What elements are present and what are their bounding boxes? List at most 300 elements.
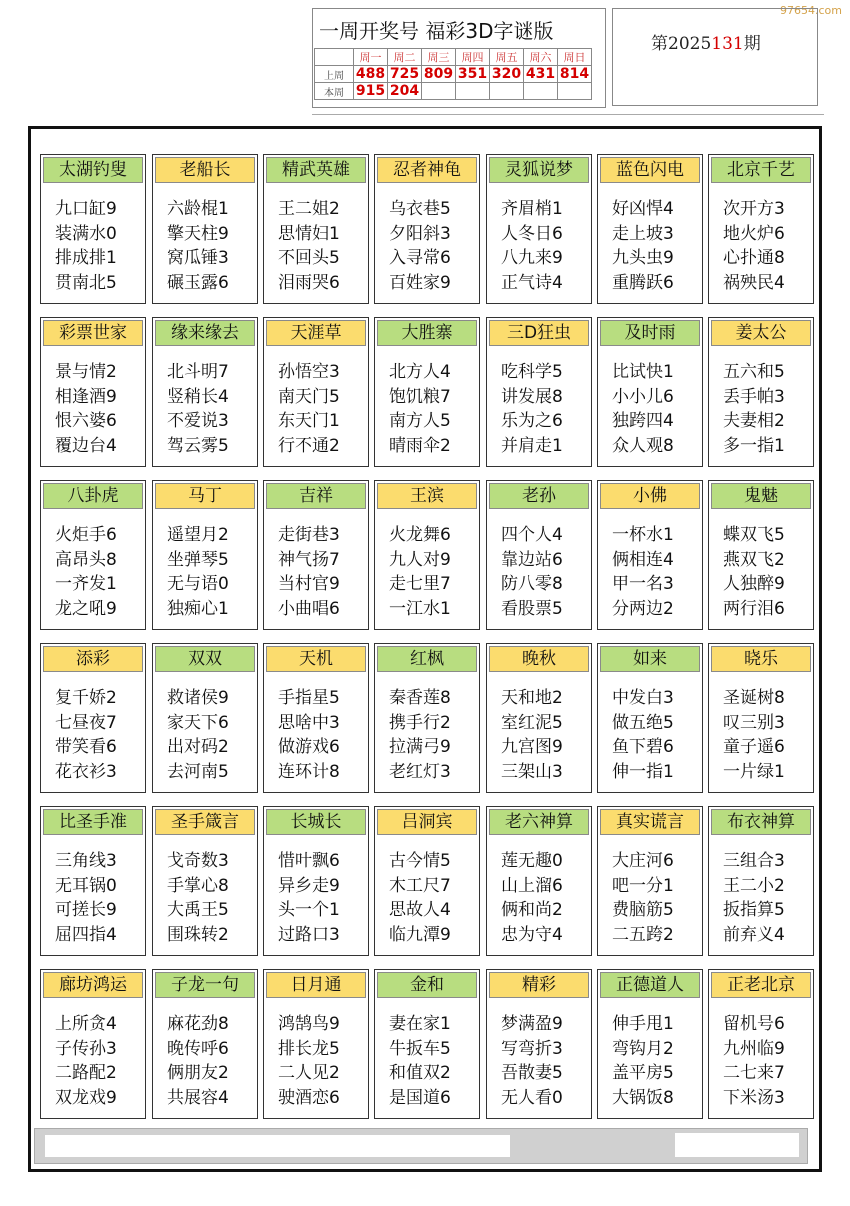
riddle-line: 惜叶飘6 [278, 851, 340, 871]
riddle-line: 二路配2 [55, 1063, 117, 1083]
riddle-lines [167, 360, 229, 458]
riddle-line: 木工尺7 [389, 875, 451, 896]
riddle-author: 太湖钓叟 [43, 157, 143, 183]
riddle-line: 三角线3 [55, 851, 117, 871]
riddle-line: 乌衣巷5 [389, 199, 451, 219]
riddle-line: 扳指算5 [723, 900, 785, 920]
riddle-line: 鸿鹄鸟9 [278, 1014, 340, 1034]
riddle-line: 比试快1 [612, 362, 674, 382]
riddle-author: 天机 [266, 646, 366, 672]
riddle-cell [486, 806, 592, 956]
riddle-line: 梦满盈9 [501, 1014, 563, 1034]
riddle-line: 山上溜6 [501, 875, 563, 896]
riddle-lines [55, 1012, 117, 1110]
riddle-line: 老红灯3 [389, 761, 451, 782]
riddle-line: 火龙舞6 [389, 525, 451, 545]
riddle-line: 三架山3 [501, 761, 563, 782]
riddle-line: 鱼下碧6 [612, 737, 674, 757]
result-number: 725 [388, 66, 422, 83]
riddle-line: 王二小2 [723, 875, 785, 896]
riddle-line: 碾玉露6 [167, 272, 229, 293]
riddle-line: 靠边站6 [501, 549, 563, 570]
riddle-author: 及时雨 [600, 320, 700, 346]
riddle-cell [708, 317, 814, 467]
riddle-line: 手掌心8 [167, 875, 229, 896]
riddle-lines [723, 1012, 785, 1110]
riddle-cell [40, 969, 146, 1119]
riddle-lines [723, 686, 785, 784]
riddle-line: 五六和5 [723, 362, 785, 382]
riddle-line: 独跨四4 [612, 411, 674, 431]
riddle-line: 重腾跃6 [612, 272, 674, 293]
riddle-author: 小佛 [600, 483, 700, 509]
riddle-author: 彩票世家 [43, 320, 143, 346]
riddle-line: 出对码2 [167, 737, 229, 757]
riddle-lines [278, 1012, 340, 1110]
riddle-lines [612, 849, 674, 947]
riddle-line: 二七来7 [723, 1063, 785, 1083]
riddle-cell [263, 969, 369, 1119]
riddle-lines [723, 360, 785, 458]
riddle-line: 小小儿6 [612, 386, 674, 407]
riddle-author: 晚秋 [489, 646, 589, 672]
page-title: 一周开奖号 福彩3D字谜版 [319, 19, 554, 43]
issue-number: 第2025131期 [651, 34, 761, 54]
riddle-cell [152, 806, 258, 956]
riddle-line: 七昼夜7 [55, 712, 117, 733]
day-header: 周一 [354, 49, 388, 66]
riddle-line: 景与情2 [55, 362, 117, 382]
riddle-line: 吾散妻5 [501, 1063, 563, 1083]
riddle-line: 小曲唱6 [278, 598, 340, 619]
riddle-cell [263, 643, 369, 793]
riddle-line: 正气诗4 [501, 272, 563, 293]
riddle-line: 防八零8 [501, 574, 563, 594]
riddle-author: 缘来缘去 [155, 320, 255, 346]
riddle-line: 大庄河6 [612, 851, 674, 871]
riddle-author: 长城长 [266, 809, 366, 835]
riddle-cell [40, 806, 146, 956]
riddle-line: 地火炉6 [723, 223, 785, 244]
riddle-lines [278, 197, 340, 295]
riddle-line: 当村官9 [278, 574, 340, 594]
riddle-line: 晴雨伞2 [389, 435, 451, 456]
riddle-line: 南方人5 [389, 411, 451, 431]
riddle-lines [501, 1012, 563, 1110]
riddle-line: 吧一分1 [612, 875, 674, 896]
riddle-line: 家天下6 [167, 712, 229, 733]
riddle-lines [723, 849, 785, 947]
riddle-line: 坐弹琴5 [167, 549, 229, 570]
riddle-author: 吉祥 [266, 483, 366, 509]
riddle-line: 麻花劲8 [167, 1014, 229, 1034]
result-number: 915 [354, 83, 388, 100]
riddle-line: 留机号6 [723, 1014, 785, 1034]
riddle-line: 次开方3 [723, 199, 785, 219]
riddle-lines [612, 1012, 674, 1110]
riddle-line: 孙悟空3 [278, 362, 340, 382]
riddle-cell [152, 317, 258, 467]
riddle-line: 王二姐2 [278, 199, 340, 219]
riddle-line: 大锅饭8 [612, 1087, 674, 1108]
riddle-lines [501, 523, 563, 621]
riddle-lines [167, 523, 229, 621]
riddle-lines [167, 197, 229, 295]
riddle-lines [167, 686, 229, 784]
riddle-cell [708, 643, 814, 793]
riddle-author: 姜太公 [711, 320, 811, 346]
riddle-cell [263, 480, 369, 630]
riddle-cell [708, 480, 814, 630]
riddle-line: 窝瓜锤3 [167, 248, 229, 268]
riddle-author: 八卦虎 [43, 483, 143, 509]
riddle-line: 前弃义4 [723, 924, 785, 945]
riddle-line: 弯钩月2 [612, 1038, 674, 1059]
riddle-line: 九口缸9 [55, 199, 117, 219]
riddle-line: 九头虫9 [612, 248, 674, 268]
riddle-author: 金和 [377, 972, 477, 998]
riddle-line: 异乡走9 [278, 875, 340, 896]
riddle-line: 相逢酒9 [55, 386, 117, 407]
riddle-author: 正老北京 [711, 972, 811, 998]
riddle-line: 东天门1 [278, 411, 340, 431]
riddle-line: 好凶悍4 [612, 199, 674, 219]
riddle-cell [597, 643, 703, 793]
riddle-line: 甲一名3 [612, 574, 674, 594]
riddle-line: 中发白3 [612, 688, 674, 708]
riddle-cell [263, 154, 369, 304]
riddle-line: 走七里7 [389, 574, 451, 594]
riddle-lines [167, 849, 229, 947]
riddle-author: 吕洞宾 [377, 809, 477, 835]
riddle-lines [278, 523, 340, 621]
riddle-line: 火炬手6 [55, 525, 117, 545]
riddle-line: 高昂头8 [55, 549, 117, 570]
riddle-line: 无与语0 [167, 574, 229, 594]
riddle-author: 老孙 [489, 483, 589, 509]
draw-results-panel [312, 8, 606, 108]
riddle-line: 无耳锅0 [55, 875, 117, 896]
riddle-lines [55, 686, 117, 784]
riddle-author: 马丁 [155, 483, 255, 509]
result-number [558, 83, 592, 100]
riddle-author: 子龙一句 [155, 972, 255, 998]
riddle-line: 伸一指1 [612, 761, 674, 782]
riddle-line: 恨六婆6 [55, 411, 117, 431]
riddle-author: 蓝色闪电 [600, 157, 700, 183]
riddle-line: 室红泥5 [501, 712, 563, 733]
riddle-cell [263, 317, 369, 467]
riddle-author: 王滨 [377, 483, 477, 509]
riddle-line: 众人观8 [612, 435, 674, 456]
riddle-line: 思情妇1 [278, 223, 340, 244]
riddle-line: 双龙戏9 [55, 1087, 117, 1108]
riddle-lines [55, 849, 117, 947]
riddle-line: 遥望月2 [167, 525, 229, 545]
result-number: 431 [524, 66, 558, 83]
riddle-cell [152, 643, 258, 793]
riddle-line: 覆边台4 [55, 435, 117, 456]
riddle-line: 俩和尚2 [501, 900, 563, 920]
riddle-cell [597, 969, 703, 1119]
riddle-line: 屈四指4 [55, 924, 117, 945]
riddle-author: 正德道人 [600, 972, 700, 998]
riddle-lines [723, 523, 785, 621]
riddle-line: 俩朋友2 [167, 1063, 229, 1083]
last-week-label: 上周 [315, 66, 354, 83]
riddle-line: 可搓长9 [55, 900, 117, 920]
riddle-lines [389, 686, 451, 784]
riddle-cell [374, 643, 480, 793]
riddle-author: 添彩 [43, 646, 143, 672]
riddle-author: 灵狐说梦 [489, 157, 589, 183]
riddle-author: 精彩 [489, 972, 589, 998]
riddle-line: 和值双2 [389, 1063, 451, 1083]
riddle-line: 多一指1 [723, 435, 785, 456]
riddle-line: 不回头5 [278, 248, 340, 268]
riddle-author: 布衣神算 [711, 809, 811, 835]
riddle-author: 晓乐 [711, 646, 811, 672]
riddle-lines [501, 197, 563, 295]
riddle-line: 吃科学5 [501, 362, 563, 382]
riddle-line: 擎天柱9 [167, 223, 229, 244]
day-header: 周五 [490, 49, 524, 66]
riddle-lines [501, 686, 563, 784]
riddle-line: 做游戏6 [278, 737, 340, 757]
footer-blank-left [45, 1135, 510, 1157]
riddle-author: 如来 [600, 646, 700, 672]
riddle-line: 九人对9 [389, 549, 451, 570]
result-number: 488 [354, 66, 388, 83]
result-number [456, 83, 490, 100]
riddle-author: 精武英雄 [266, 157, 366, 183]
riddle-cell [152, 154, 258, 304]
riddle-line: 二人见2 [278, 1063, 340, 1083]
riddle-lines [501, 849, 563, 947]
riddle-line: 并肩走1 [501, 435, 563, 456]
riddle-line: 上所贪4 [55, 1014, 117, 1034]
riddle-lines [612, 197, 674, 295]
riddle-line: 写弯折3 [501, 1038, 563, 1059]
result-number: 351 [456, 66, 490, 83]
riddle-line: 看股票5 [501, 598, 563, 619]
riddle-line: 六龄棍1 [167, 199, 229, 219]
riddle-lines [389, 360, 451, 458]
riddle-line: 驾云雾5 [167, 435, 229, 456]
riddle-line: 晚传呼6 [167, 1038, 229, 1059]
riddle-line: 俩相连4 [612, 549, 674, 570]
riddle-line: 行不通2 [278, 435, 340, 456]
riddle-author: 比圣手准 [43, 809, 143, 835]
riddle-cell [40, 154, 146, 304]
riddle-lines [389, 197, 451, 295]
riddle-line: 走街巷3 [278, 525, 340, 545]
riddle-line: 三组合3 [723, 851, 785, 871]
riddle-lines [278, 686, 340, 784]
riddle-line: 四个人4 [501, 525, 563, 545]
day-header: 周四 [456, 49, 490, 66]
riddle-line: 百姓家9 [389, 272, 451, 293]
riddle-lines [612, 523, 674, 621]
riddle-author: 老六神算 [489, 809, 589, 835]
result-number [524, 83, 558, 100]
riddle-cell [708, 154, 814, 304]
riddle-line: 二五跨2 [612, 924, 674, 945]
riddle-cell [263, 806, 369, 956]
riddle-lines [612, 360, 674, 458]
riddle-line: 一齐发1 [55, 574, 117, 594]
day-header: 周二 [388, 49, 422, 66]
riddle-line: 天和地2 [501, 688, 563, 708]
riddle-line: 去河南5 [167, 761, 229, 782]
riddle-lines [55, 523, 117, 621]
divider [312, 114, 824, 115]
riddle-lines [501, 360, 563, 458]
riddle-line: 叹三别3 [723, 712, 785, 733]
riddle-cell [597, 154, 703, 304]
riddle-author: 老船长 [155, 157, 255, 183]
riddle-line: 连环计8 [278, 761, 340, 782]
riddle-line: 忠为守4 [501, 924, 563, 945]
riddle-line: 驶酒恋6 [278, 1087, 340, 1108]
riddle-lines [167, 1012, 229, 1110]
riddle-line: 不爱说3 [167, 411, 229, 431]
riddle-line: 独痴心1 [167, 598, 229, 619]
riddle-line: 童子遥6 [723, 737, 785, 757]
riddle-cell [486, 480, 592, 630]
riddle-line: 思故人4 [389, 900, 451, 920]
riddle-line: 牛扳车5 [389, 1038, 451, 1059]
riddle-cell [486, 643, 592, 793]
riddle-grid [28, 126, 822, 1172]
riddle-cell [374, 969, 480, 1119]
result-number: 320 [490, 66, 524, 83]
riddle-line: 排成排1 [55, 248, 117, 268]
riddle-lines [55, 360, 117, 458]
riddle-line: 子传孙3 [55, 1038, 117, 1059]
riddle-cell [40, 480, 146, 630]
day-header: 周六 [524, 49, 558, 66]
riddle-line: 花衣衫3 [55, 761, 117, 782]
riddle-line: 九宫图9 [501, 737, 563, 757]
footer-bar [34, 1128, 808, 1164]
riddle-line: 手指星5 [278, 688, 340, 708]
riddle-line: 拉满弓9 [389, 737, 451, 757]
riddle-line: 丢手帕3 [723, 386, 785, 407]
riddle-cell [374, 806, 480, 956]
riddle-cell [708, 806, 814, 956]
riddle-line: 做五绝5 [612, 712, 674, 733]
riddle-line: 两行泪6 [723, 598, 785, 619]
riddle-cell [374, 480, 480, 630]
riddle-cell [40, 317, 146, 467]
riddle-line: 祸殃民4 [723, 272, 785, 293]
riddle-line: 是国道6 [389, 1087, 451, 1108]
riddle-cell [597, 806, 703, 956]
riddle-cell [374, 154, 480, 304]
riddle-line: 神气扬7 [278, 549, 340, 570]
riddle-line: 携手行2 [389, 712, 451, 733]
riddle-line: 排长龙5 [278, 1038, 340, 1059]
riddle-cell [152, 480, 258, 630]
riddle-author: 三D狂虫 [489, 320, 589, 346]
riddle-line: 分两边2 [612, 598, 674, 619]
riddle-line: 燕双飞2 [723, 549, 785, 570]
riddle-author: 双双 [155, 646, 255, 672]
riddle-line: 人冬日6 [501, 223, 563, 244]
result-number [422, 83, 456, 100]
riddle-lines [389, 849, 451, 947]
riddle-author: 廊坊鸿运 [43, 972, 143, 998]
riddle-lines [278, 849, 340, 947]
riddle-lines [389, 1012, 451, 1110]
riddle-lines [278, 360, 340, 458]
riddle-line: 头一个1 [278, 900, 340, 920]
riddle-line: 龙之吼9 [55, 598, 117, 619]
day-header: 周三 [422, 49, 456, 66]
riddle-line: 莲无趣0 [501, 851, 563, 871]
riddle-line: 走上坡3 [612, 223, 674, 244]
riddle-line: 乐为之6 [501, 411, 563, 431]
riddle-line: 八九来9 [501, 248, 563, 268]
riddle-author: 忍者神龟 [377, 157, 477, 183]
riddle-line: 饱饥粮7 [389, 386, 451, 407]
riddle-author: 大胜寨 [377, 320, 477, 346]
riddle-author: 日月通 [266, 972, 366, 998]
day-header: 周日 [558, 49, 592, 66]
riddle-line: 妻在家1 [389, 1014, 451, 1034]
riddle-author: 真实谎言 [600, 809, 700, 835]
riddle-line: 北方人4 [389, 362, 451, 382]
riddle-lines [723, 197, 785, 295]
riddle-line: 下米汤3 [723, 1087, 785, 1108]
riddle-line: 共展容4 [167, 1087, 229, 1108]
riddle-line: 过路口3 [278, 924, 340, 945]
riddle-line: 带笑看6 [55, 737, 117, 757]
riddle-line: 临九潭9 [389, 924, 451, 945]
riddle-line: 人独醉9 [723, 574, 785, 594]
riddle-line: 伸手甩1 [612, 1014, 674, 1034]
riddle-author: 红枫 [377, 646, 477, 672]
result-number: 809 [422, 66, 456, 83]
issue-number-panel [612, 8, 818, 106]
result-number: 204 [388, 83, 422, 100]
riddle-cell [597, 317, 703, 467]
riddle-cell [486, 154, 592, 304]
this-week-label: 本周 [315, 83, 354, 100]
riddle-cell [597, 480, 703, 630]
riddle-line: 一杯水1 [612, 525, 674, 545]
riddle-line: 戈奇数3 [167, 851, 229, 871]
riddle-line: 秦香莲8 [389, 688, 451, 708]
riddle-line: 盖平房5 [612, 1063, 674, 1083]
footer-blank-right [675, 1133, 799, 1157]
riddle-line: 南天门5 [278, 386, 340, 407]
riddle-author: 鬼魅 [711, 483, 811, 509]
riddle-cell [708, 969, 814, 1119]
riddle-cell [486, 969, 592, 1119]
riddle-line: 装满水0 [55, 223, 117, 244]
riddle-line: 大禹王5 [167, 900, 229, 920]
riddle-line: 夕阳斜3 [389, 223, 451, 244]
riddle-line: 费脑筋5 [612, 900, 674, 920]
site-watermark: 97654.com [780, 4, 842, 17]
riddle-lines [612, 686, 674, 784]
riddle-line: 入寻常6 [389, 248, 451, 268]
riddle-line: 泪雨哭6 [278, 272, 340, 293]
riddle-line: 一片绿1 [723, 761, 785, 782]
riddle-line: 夫妻相2 [723, 411, 785, 431]
